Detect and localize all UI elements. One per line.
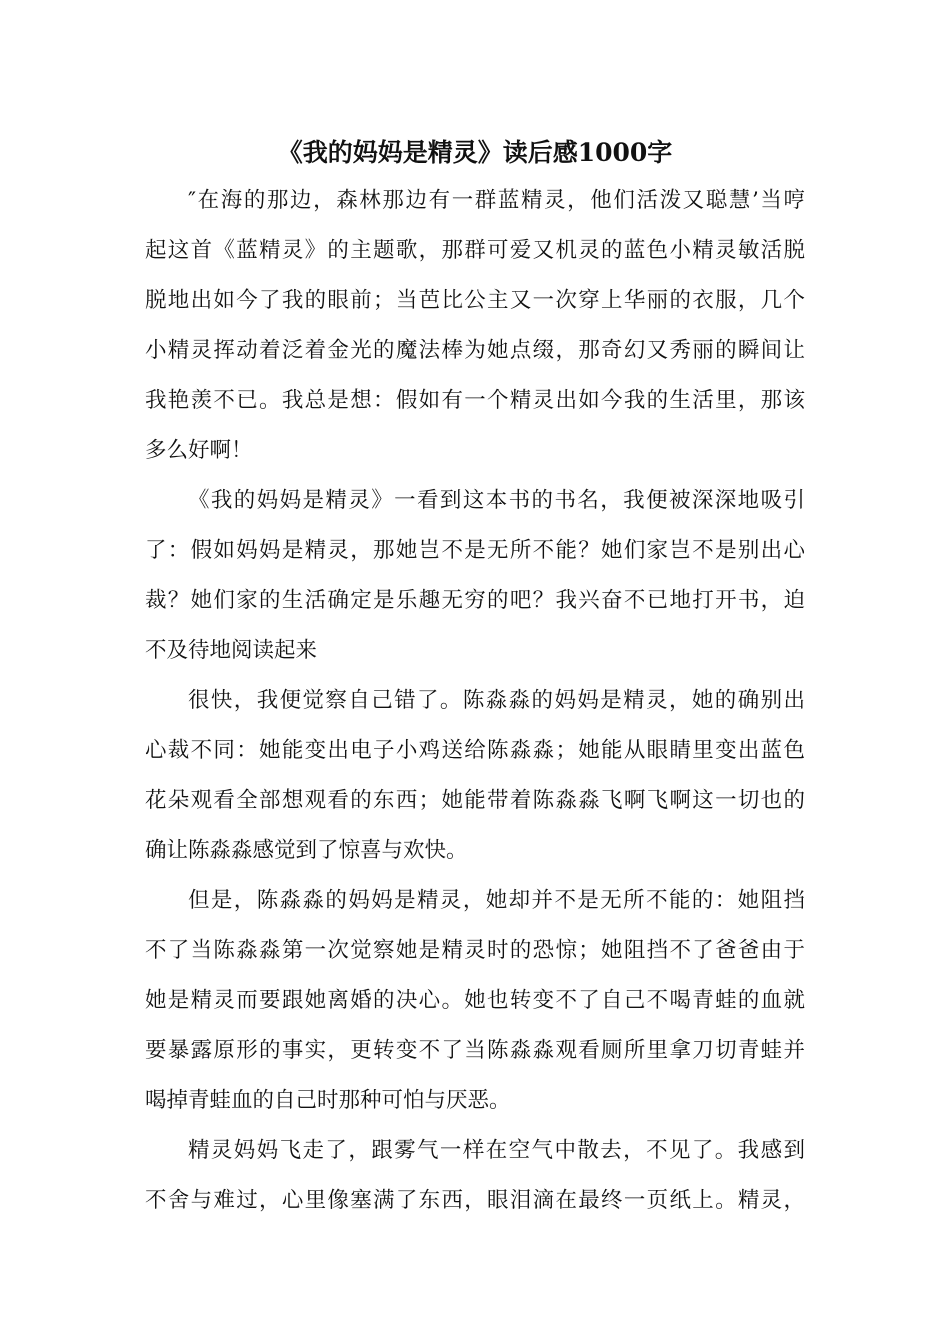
text-line: 花朵观看全部想观看的东西；她能带着陈淼淼飞啊飞啊这一切也的	[145, 788, 805, 813]
paragraph-3	[145, 676, 805, 876]
text-line: 了：假如妈妈是精灵，那她岂不是无所不能？她们家岂不是别出心	[145, 538, 805, 563]
text-line: 起这首《蓝精灵》的主题歌，那群可爱又机灵的蓝色小精灵敏活脱	[145, 238, 805, 263]
text-line: 脱地出如今了我的眼前；当芭比公主又一次穿上华丽的衣服，几个	[145, 288, 805, 313]
text-line: 精灵妈妈飞走了，跟雾气一样在空气中散去，不见了。我感到	[188, 1138, 805, 1163]
text-line: 要暴露原形的事实，更转变不了当陈淼淼观看厕所里拿刀切青蛙并	[145, 1038, 805, 1063]
text-line: 小精灵挥动着泛着金光的魔法棒为她点缀，那奇幻又秀丽的瞬间让	[145, 338, 805, 363]
text-line: 《我的妈妈是精灵》一看到这本书的书名，我便被深深地吸引	[188, 488, 805, 513]
text-line: 多么好啊！	[145, 438, 253, 463]
text-line: 但是，陈淼淼的妈妈是精灵，她却并不是无所不能的：她阻挡	[188, 888, 805, 913]
text-line: 不舍与难过，心里像塞满了东西，眼泪滴在最终一页纸上。精灵，	[145, 1188, 805, 1213]
text-line: 她是精灵而要跟她离婚的决心。她也转变不了自己不喝青蛙的血就	[145, 988, 805, 1013]
page-title: 《我的妈妈是精灵》读后感1000字	[277, 138, 673, 167]
paragraph-1	[145, 176, 805, 476]
paragraph-5	[145, 1126, 805, 1226]
text-line: 心裁不同：她能变出电子小鸡送给陈淼淼；她能从眼睛里变出蓝色	[145, 738, 805, 763]
text-line: 我艳羡不已。我总是想：假如有一个精灵出如今我的生活里，那该	[145, 388, 805, 413]
text-line: 不及待地阅读起来	[145, 638, 318, 663]
paragraph-2	[145, 476, 805, 676]
paragraph-4	[145, 876, 805, 1126]
text-line: 裁？她们家的生活确定是乐趣无穷的吧？我兴奋不已地打开书，迫	[145, 588, 805, 613]
text-line: ″在海的那边，森林那边有一群蓝精灵，他们活泼又聪慧’当哼	[188, 188, 805, 213]
text-line: 确让陈淼淼感觉到了惊喜与欢快。	[145, 838, 468, 863]
text-line: 喝掉青蛙血的自己时那种可怕与厌恶。	[145, 1088, 511, 1113]
text-line: 不了当陈淼淼第一次觉察她是精灵时的恐惊；她阻挡不了爸爸由于	[145, 938, 805, 963]
document-body	[145, 176, 805, 1226]
text-line: 很快，我便觉察自己错了。陈淼淼的妈妈是精灵，她的确别出	[188, 688, 805, 713]
